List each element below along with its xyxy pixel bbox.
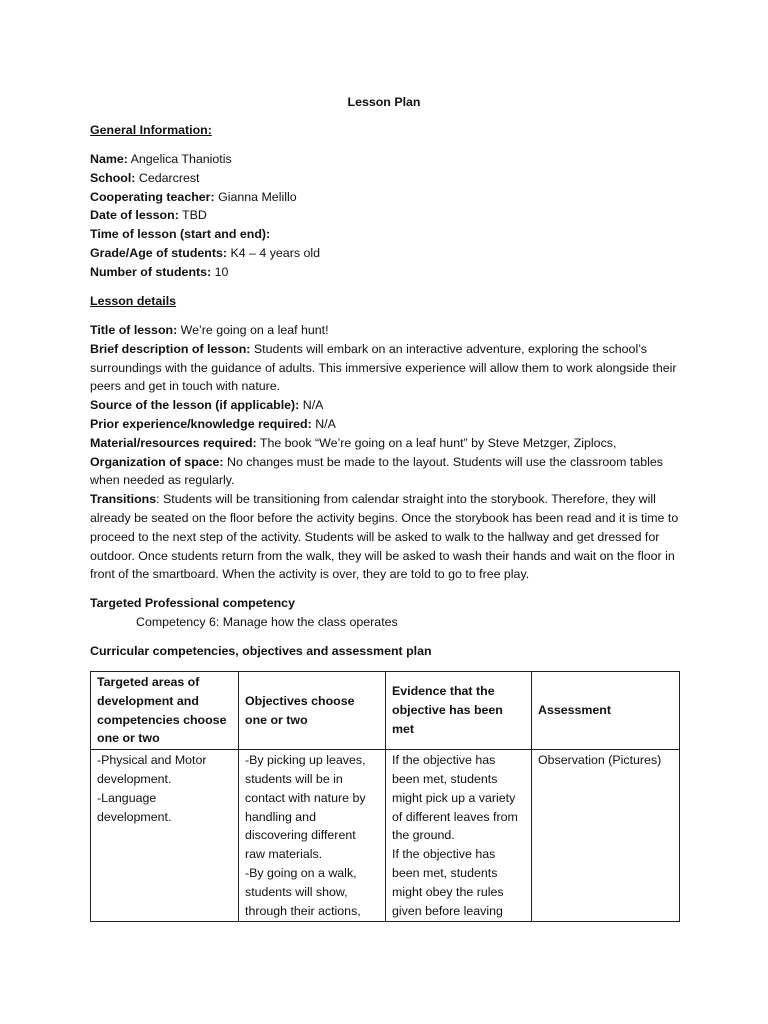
info-label: Cooperating teacher:	[90, 189, 215, 204]
info-cooperating-teacher	[90, 188, 686, 207]
info-school	[90, 169, 686, 188]
detail-prior-knowledge	[90, 415, 686, 434]
info-label: Date of lesson:	[90, 208, 179, 223]
assessment-plan-table	[90, 671, 680, 922]
detail-value: No changes must be made to the layout. Students will use the classroom tables when needed as regularly.	[90, 454, 663, 488]
cell-line: -Language development.	[97, 790, 172, 824]
detail-value: : Students will be transitioning from calendar straight into the storybook. Therefore, they will already be seated on the floor before the activity begins. Once the storybook has been read and it is time to proceed to the next step of the activity. Students will be asked to walk to the hallway and get dressed for outdoor. Once students return from the walk, they will be asked to wash their hands and wait on the floor in front of the smartboard. When the activity is over, they are told to go to free play.	[90, 492, 679, 582]
info-label: Grade/Age of students:	[90, 245, 227, 260]
info-label: Time of lesson (start and end):	[90, 227, 271, 242]
detail-value: We’re going on a leaf hunt!	[180, 323, 329, 337]
cell-line: -Physical and Motor development.	[97, 753, 207, 786]
cell-objectives	[239, 750, 386, 922]
header-cell-areas: Targeted areas of development and competencies choose one or two	[91, 672, 239, 750]
cell-line: Observation (Pictures)	[538, 753, 662, 768]
info-value: K4 – 4 years old	[230, 245, 320, 260]
page-title: Lesson Plan	[347, 95, 421, 109]
info-value: TBD	[182, 208, 207, 223]
professional-competency-heading: Targeted Professional competency	[90, 596, 295, 610]
general-info-block	[90, 150, 686, 282]
header-cell-evidence: Evidence that the objective has been met	[386, 672, 532, 750]
info-time	[90, 225, 686, 244]
header-cell-assessment: Assessment	[532, 672, 680, 750]
detail-description	[90, 340, 686, 396]
detail-label: Transitions	[90, 492, 157, 507]
cell-line: If the objective has been met, students might pick up a variety of different leaves from the ground.	[392, 753, 518, 843]
detail-label: Organization of space:	[90, 454, 224, 469]
cell-areas	[91, 750, 239, 922]
detail-label: Material/resources required:	[90, 435, 257, 450]
professional-competency-text: Competency 6: Manage how the class operates	[136, 615, 398, 629]
curricular-heading: Curricular competencies, objectives and assessment plan	[90, 644, 432, 658]
detail-source	[90, 396, 686, 415]
cell-line: -By going on a walk, students will show, through their actions,	[245, 865, 361, 918]
cell-evidence	[386, 750, 532, 922]
detail-materials	[90, 434, 686, 453]
detail-label: Title of lesson:	[90, 323, 178, 337]
detail-value: N/A	[315, 416, 336, 431]
detail-value: The book “We’re going on a leaf hunt” by Steve Metzger, Ziplocs,	[259, 435, 617, 450]
info-name	[90, 150, 686, 169]
cell-line: If the objective has been met, students might obey the rules given before leaving	[392, 847, 504, 918]
info-value: Gianna Melillo	[218, 189, 297, 204]
table-row	[91, 750, 680, 922]
info-label: Number of students:	[90, 264, 212, 279]
detail-label: Source of the lesson (if applicable):	[90, 398, 300, 413]
header-cell-objectives: Objectives choose one or two	[239, 672, 386, 750]
cell-line: -By picking up leaves, students will be in contact with nature by handling and discovering different raw materials.	[245, 753, 366, 862]
info-value: Cedarcrest	[138, 170, 200, 185]
detail-label: Prior experience/knowledge required:	[90, 416, 312, 431]
info-label: School:	[90, 170, 136, 185]
info-grade	[90, 244, 686, 263]
info-date	[90, 206, 686, 225]
detail-title	[90, 321, 686, 340]
detail-value: Students will embark on an interactive adventure, exploring the school’s surroundings with the guidance of adults. This immersive experience will allow them to work alongside their peers and get in touch with nature.	[90, 341, 677, 394]
detail-organization	[90, 453, 686, 491]
info-value: 10	[214, 264, 229, 279]
lesson-details-block	[90, 321, 686, 584]
general-info-heading: General Information:	[90, 123, 212, 137]
cell-assessment	[532, 750, 680, 922]
lesson-details-heading: Lesson details	[90, 294, 177, 308]
info-value: Angelica Thaniotis	[130, 152, 232, 166]
detail-label: Brief description of lesson:	[90, 341, 251, 356]
detail-value: N/A	[302, 398, 324, 413]
table-header-row	[91, 672, 680, 750]
info-label: Name:	[90, 152, 128, 166]
detail-transitions	[90, 490, 686, 584]
info-number-of-students	[90, 263, 686, 282]
